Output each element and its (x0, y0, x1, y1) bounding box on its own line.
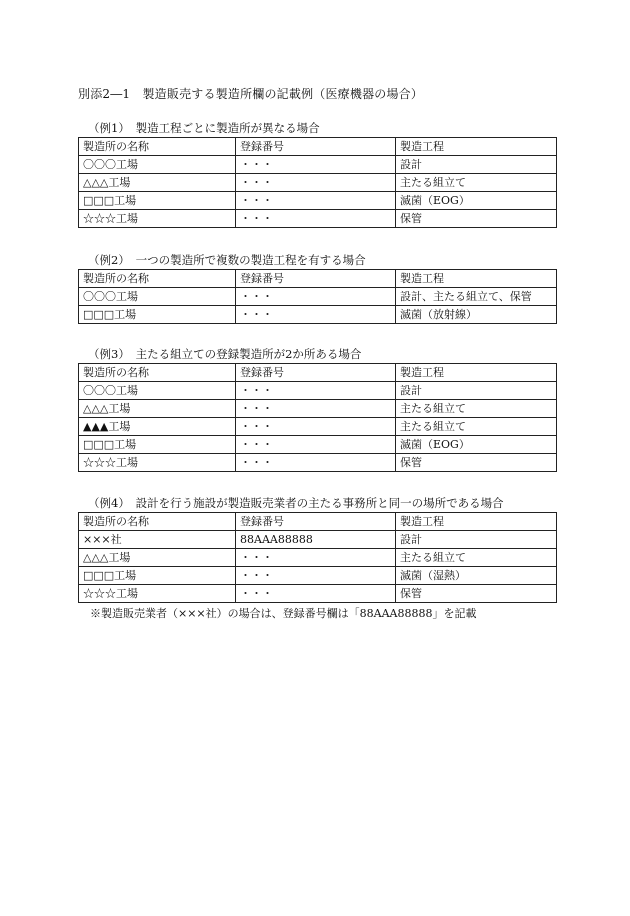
table-cell: 〇〇〇工場 (79, 288, 236, 306)
table-row (79, 567, 557, 585)
table-cell: ・・・ (236, 454, 396, 472)
manufacturing-site-table (78, 363, 557, 472)
table-cell: 主たる組立て (396, 400, 557, 418)
table-cell: 88AAA88888 (236, 531, 396, 549)
example-heading: （例4） 設計を行う施設が製造販売業者の主たる事務所と同一の場所である場合 (88, 496, 504, 510)
table-cell: 主たる組立て (396, 549, 557, 567)
table-row (79, 400, 557, 418)
table-header-row (79, 364, 557, 382)
table-cell: ・・・ (236, 382, 396, 400)
table-row (79, 288, 557, 306)
header-cell: 製造所の名称 (79, 138, 236, 156)
table-cell: ☆☆☆工場 (79, 210, 236, 228)
table-cell: 保管 (396, 585, 557, 603)
table-header-row (79, 513, 557, 531)
table-cell: 保管 (396, 454, 557, 472)
manufacturing-site-table (78, 269, 557, 324)
table-row (79, 454, 557, 472)
example-section-4 (78, 496, 556, 621)
example-section-1 (78, 121, 556, 228)
table-cell: 主たる組立て (396, 418, 557, 436)
table-row (79, 174, 557, 192)
manufacturing-site-table (78, 137, 557, 228)
header-cell: 登録番号 (236, 513, 396, 531)
table-cell: ・・・ (236, 400, 396, 418)
document-title: 別添2―1 製造販売する製造所欄の記載例（医療機器の場合） (78, 87, 424, 101)
table-cell: 〇〇〇工場 (79, 382, 236, 400)
table-header-row (79, 138, 557, 156)
table-cell: 設計 (396, 156, 557, 174)
header-cell: 製造工程 (396, 364, 557, 382)
table-cell: ・・・ (236, 306, 396, 324)
table-cell: 滅菌（EOG） (396, 192, 557, 210)
table-row (79, 418, 557, 436)
table-cell: ☆☆☆工場 (79, 454, 236, 472)
table-row (79, 549, 557, 567)
manufacturing-site-table (78, 512, 557, 603)
table-row (79, 156, 557, 174)
example-heading: （例2） 一つの製造所で複数の製造工程を有する場合 (88, 253, 366, 267)
table-cell: ・・・ (236, 156, 396, 174)
table-cell: ・・・ (236, 192, 396, 210)
header-cell: 製造所の名称 (79, 270, 236, 288)
header-cell: 登録番号 (236, 138, 396, 156)
table-cell: 保管 (396, 210, 557, 228)
table-row (79, 192, 557, 210)
table-cell: △△△工場 (79, 400, 236, 418)
table-cell: 〇〇〇工場 (79, 156, 236, 174)
example-heading: （例3） 主たる組立ての登録製造所が2か所ある場合 (88, 347, 362, 361)
table-cell: 設計、主たる組立て、保管 (396, 288, 557, 306)
table-cell: △△△工場 (79, 174, 236, 192)
header-cell: 製造工程 (396, 270, 557, 288)
header-cell: 登録番号 (236, 270, 396, 288)
table-cell: ・・・ (236, 418, 396, 436)
header-cell: 製造所の名称 (79, 364, 236, 382)
table-cell: 設計 (396, 382, 557, 400)
table-cell: □□□工場 (79, 567, 236, 585)
header-cell: 製造工程 (396, 138, 557, 156)
table-cell: 滅菌（湿熱） (396, 567, 557, 585)
table-cell: ・・・ (236, 436, 396, 454)
table-cell: 設計 (396, 531, 557, 549)
example-section-2 (78, 253, 556, 324)
table-cell: ☆☆☆工場 (79, 585, 236, 603)
table-row (79, 306, 557, 324)
table-cell: ×××社 (79, 531, 236, 549)
table-row (79, 585, 557, 603)
table-cell: □□□工場 (79, 192, 236, 210)
table-cell: 主たる組立て (396, 174, 557, 192)
example-heading: （例1） 製造工程ごとに製造所が異なる場合 (88, 121, 320, 135)
table-cell: ・・・ (236, 288, 396, 306)
table-cell: 滅菌（EOG） (396, 436, 557, 454)
header-cell: 製造工程 (396, 513, 557, 531)
header-cell: 登録番号 (236, 364, 396, 382)
table-cell: ・・・ (236, 174, 396, 192)
table-cell: □□□工場 (79, 306, 236, 324)
table-cell: ・・・ (236, 585, 396, 603)
table-cell: △△△工場 (79, 549, 236, 567)
table-cell: ▲▲▲工場 (79, 418, 236, 436)
example-section-3 (78, 347, 556, 472)
table-cell: ・・・ (236, 549, 396, 567)
table-cell: □□□工場 (79, 436, 236, 454)
table-row (79, 531, 557, 549)
table-row (79, 436, 557, 454)
table-row (79, 210, 557, 228)
table-cell: ・・・ (236, 210, 396, 228)
table-row (79, 382, 557, 400)
table-cell: 滅菌（放射線） (396, 306, 557, 324)
table-cell: ・・・ (236, 567, 396, 585)
footnote: ※製造販売業者（×××社）の場合は、登録番号欄は「88AAA88888」を記載 (90, 607, 477, 620)
table-header-row (79, 270, 557, 288)
header-cell: 製造所の名称 (79, 513, 236, 531)
